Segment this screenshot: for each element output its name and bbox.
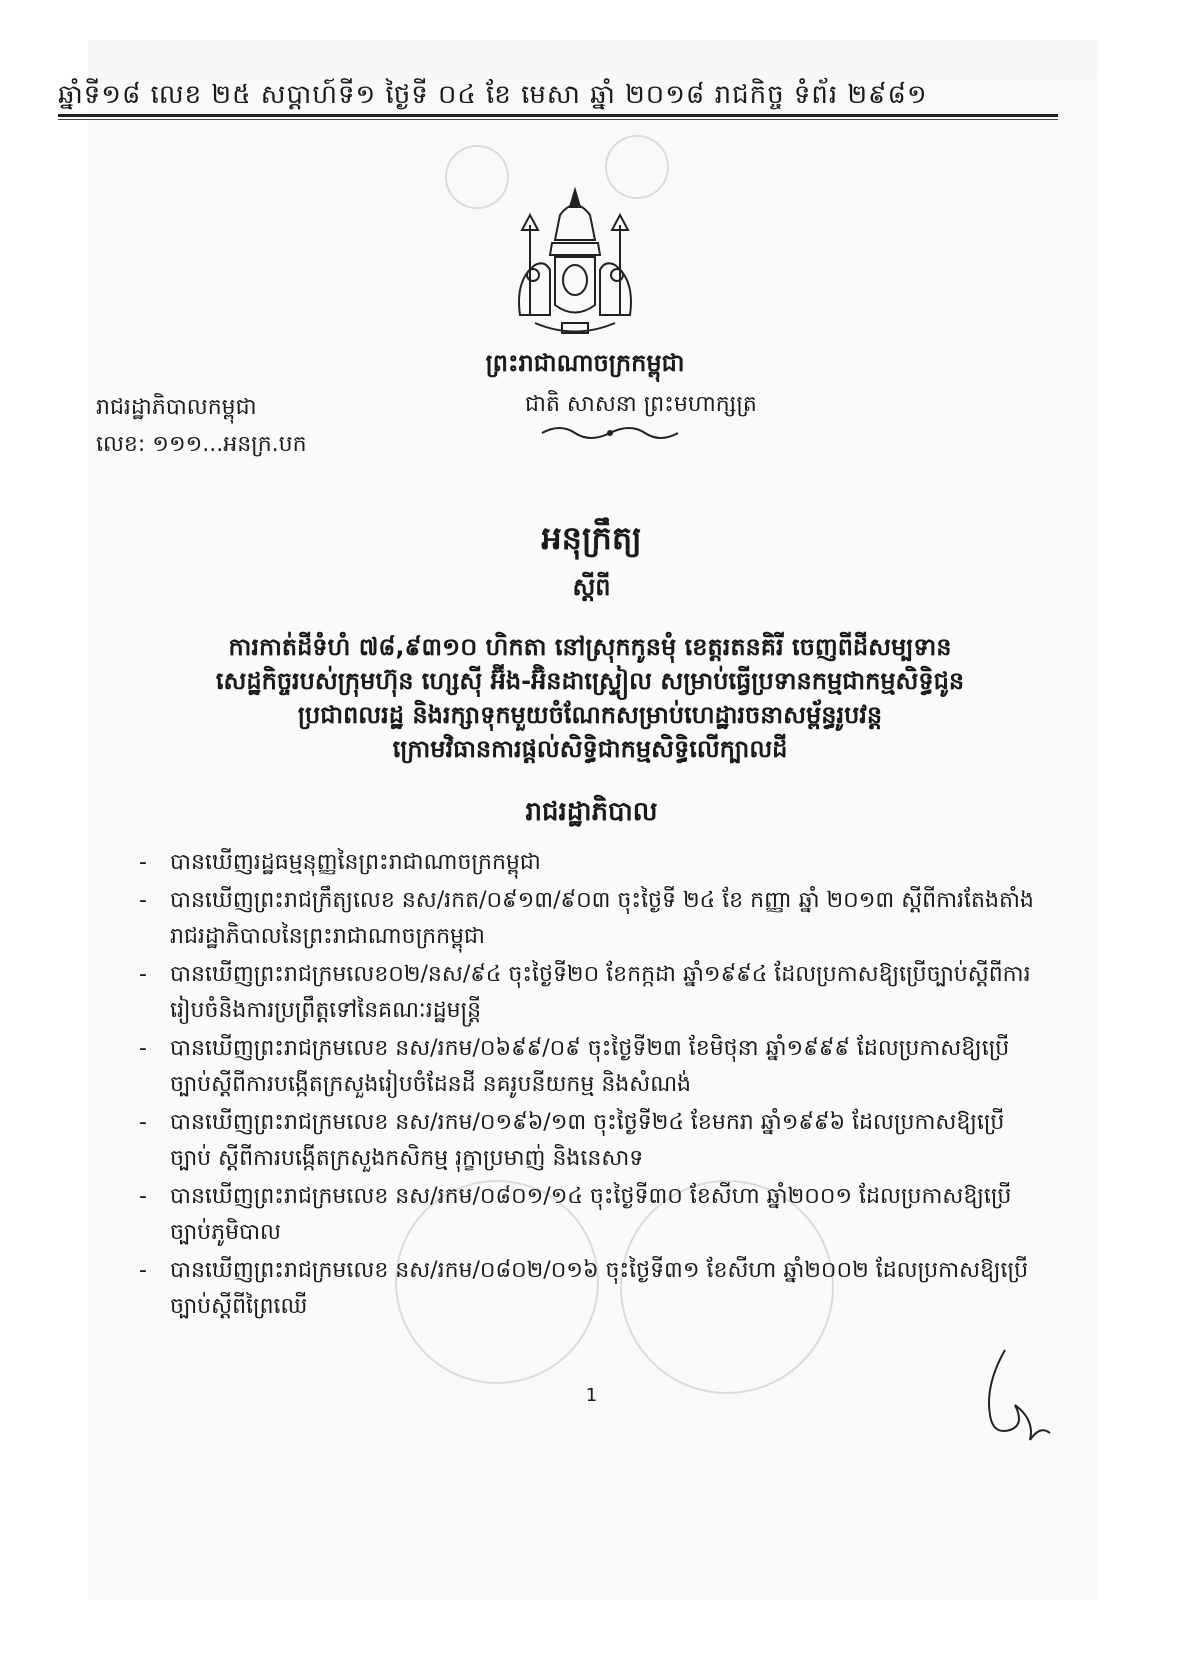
handwritten-signature-icon	[975, 1345, 1055, 1455]
header-rule	[58, 114, 1058, 117]
bullet-dash: -	[139, 1184, 147, 1209]
bullet-dash: -	[139, 888, 147, 913]
bullet-dash: -	[139, 1036, 147, 1061]
recital-text: បានឃើញព្រះរាជក្រមលេខ នស/រកម/០៨០២/០១៦ ចុះថ្ងៃទី៣១ ខែសីហា ឆ្នាំ២០០២ ដែលប្រកាសឱ្យប្រើច្បាប់ស្តីពីព្រៃឈើ	[170, 1258, 1029, 1319]
bullet-dash: -	[139, 962, 147, 987]
header-rule-thin	[58, 119, 1058, 120]
reference-number: លេខ: ១១១...អនក្រ.បក	[96, 432, 307, 457]
about-label: ស្តីពី	[572, 573, 611, 601]
recital-item	[135, 957, 1035, 1029]
recital-text: បានឃើញរដ្ឋធម្មនុញ្ញនៃព្រះរាជាណាចក្រកម្ពុជា	[170, 850, 541, 875]
subject-line: សេដ្ឋកិច្ចរបស់ក្រុមហ៊ុន ហ្សេស៊ី អ៊ីង-អ៊ិនដាស្ទ្រៀល សម្រាប់ធ្វើប្រទានកម្មជាកម្មសិទ្ធិជូន	[215, 667, 965, 695]
issuer-heading: រាជរដ្ឋាភិបាល	[525, 797, 658, 827]
bullet-dash: -	[139, 850, 147, 875]
recital-item	[135, 845, 1035, 881]
subject-block	[150, 630, 1030, 766]
recital-item	[135, 1253, 1035, 1325]
subject-line: ការកាត់ដីទំហំ ៧៨,៩៣១០ ហិកតា នៅស្រុកកូនមុំ ខេត្តរតនគិរី ចេញពីដីសម្បទាន	[228, 633, 952, 661]
bullet-dash: -	[139, 1258, 147, 1283]
gazette-header: ឆ្នាំទី១៨ លេខ ២៥ សប្តាហ៍ទី១ ថ្ងៃទី ០៤ ខែ មេសា ឆ្នាំ ២០១៨ រាជកិច្ច ទំព័រ ២៩៨១	[58, 80, 928, 110]
kingdom-title: ព្រះរាជាណាចក្រកម្ពុជា	[485, 349, 685, 377]
recital-text: បានឃើញព្រះរាជក្រមលេខ នស/រកម/០៨០១/១៤ ចុះថ្ងៃទី៣០ ខែសីហា ឆ្នាំ២០០១ ដែលប្រកាសឱ្យប្រើច្បាប់ភូមិបាល	[170, 1184, 1012, 1245]
bullet-dash: -	[139, 1110, 147, 1135]
ornament-divider-icon	[540, 423, 680, 443]
government-name: រាជរដ្ឋាភិបាលកម្ពុជា	[96, 395, 257, 420]
subject-line: ប្រជាពលរដ្ឋ និងរក្សាទុកមួយចំណែកសម្រាប់ហេដ្ឋារចនាសម្ព័ន្ធរូបវន្ត	[297, 701, 883, 729]
recital-item	[135, 1031, 1035, 1103]
recital-text: បានឃើញព្រះរាជក្រមលេខ០២/នស/៩៤ ចុះថ្ងៃទី២០ ខែកក្កដា ឆ្នាំ១៩៩៤ ដែលប្រកាសឱ្យប្រើច្បាប់ស្តីពីការរៀបចំនិងការប្រព្រឹត្តទៅនៃគណៈរដ្ឋមន្ត្រី	[170, 962, 1031, 1023]
recital-item	[135, 1105, 1035, 1177]
recital-text: បានឃើញព្រះរាជក្រមលេខ នស/រកម/០១៩៦/១៣ ចុះថ្ងៃទី២៤ ខែមករា ឆ្នាំ១៩៩៦ ដែលប្រកាសឱ្យប្រើច្បាប់ ស្តីពីការបង្កើតក្រសួងកសិកម្ម រុក្ខាប្រមាញ់ និងនេសាទ	[170, 1110, 1005, 1171]
subject-line: ក្រោមវិធានការផ្តល់សិទ្ធិជាកម្មសិទ្ធិលើក្បាលដី	[392, 735, 788, 763]
recital-text: បានឃើញព្រះរាជក្រមលេខ នស/រកម/០៦៩៩/០៩ ចុះថ្ងៃទី២៣ ខែមិថុនា ឆ្នាំ១៩៩៩ ដែលប្រកាសឱ្យប្រើច្បាប់ស្តីពីការបង្កើតក្រសួងរៀបចំដែនដី នគរូបនីយកម្ម និងសំណង់	[170, 1036, 1010, 1097]
recital-item	[135, 1179, 1035, 1251]
recitals-list	[135, 845, 1035, 1327]
recital-item	[135, 883, 1035, 955]
document-type: អនុក្រឹត្យ	[541, 519, 642, 557]
national-motto: ជាតិ សាសនា ព្រះមហាក្សត្រ	[525, 392, 757, 417]
page-number: 1	[585, 1385, 598, 1406]
royal-coat-of-arms-icon	[500, 185, 650, 345]
recital-text: បានឃើញព្រះរាជក្រឹត្យលេខ នស/រកត/០៩១៣/៩០៣ ចុះថ្ងៃទី ២៤ ខែ កញ្ញា ឆ្នាំ ២០១៣ ស្តីពីការតែងតាំងរាជរដ្ឋាភិបាលនៃព្រះរាជាណាចក្រកម្ពុជា	[170, 888, 1034, 949]
